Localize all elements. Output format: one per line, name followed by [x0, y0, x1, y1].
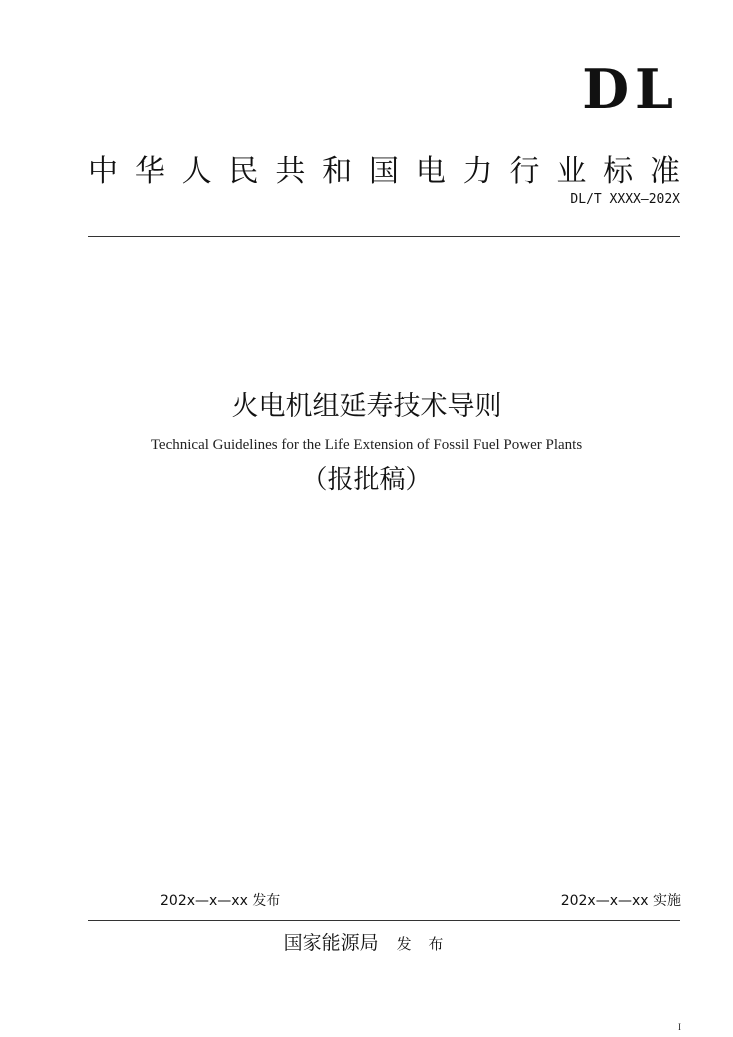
page-number: I	[678, 1022, 681, 1032]
footer-divider	[88, 920, 680, 921]
dl-logo: DL	[582, 57, 679, 121]
header-divider	[88, 236, 680, 237]
standard-number: DL/T XXXX—202X	[570, 192, 680, 207]
issuer-line	[0, 930, 733, 957]
standard-title: 中华人民共和国电力行业标准	[88, 154, 680, 189]
document-title-english: Technical Guidelines for the Life Extension of Fossil Fuel Power Plants	[150, 437, 583, 453]
document-title-chinese: 火电机组延寿技术导则	[231, 391, 502, 422]
issuer-action: 发 布	[396, 935, 450, 953]
document-status: （报批稿）	[301, 465, 432, 495]
implement-date: 202x—x—xx 实施	[560, 893, 681, 909]
publish-date: 202x—x—xx 发布	[160, 893, 281, 909]
issuer-name: 国家能源局	[283, 932, 379, 954]
